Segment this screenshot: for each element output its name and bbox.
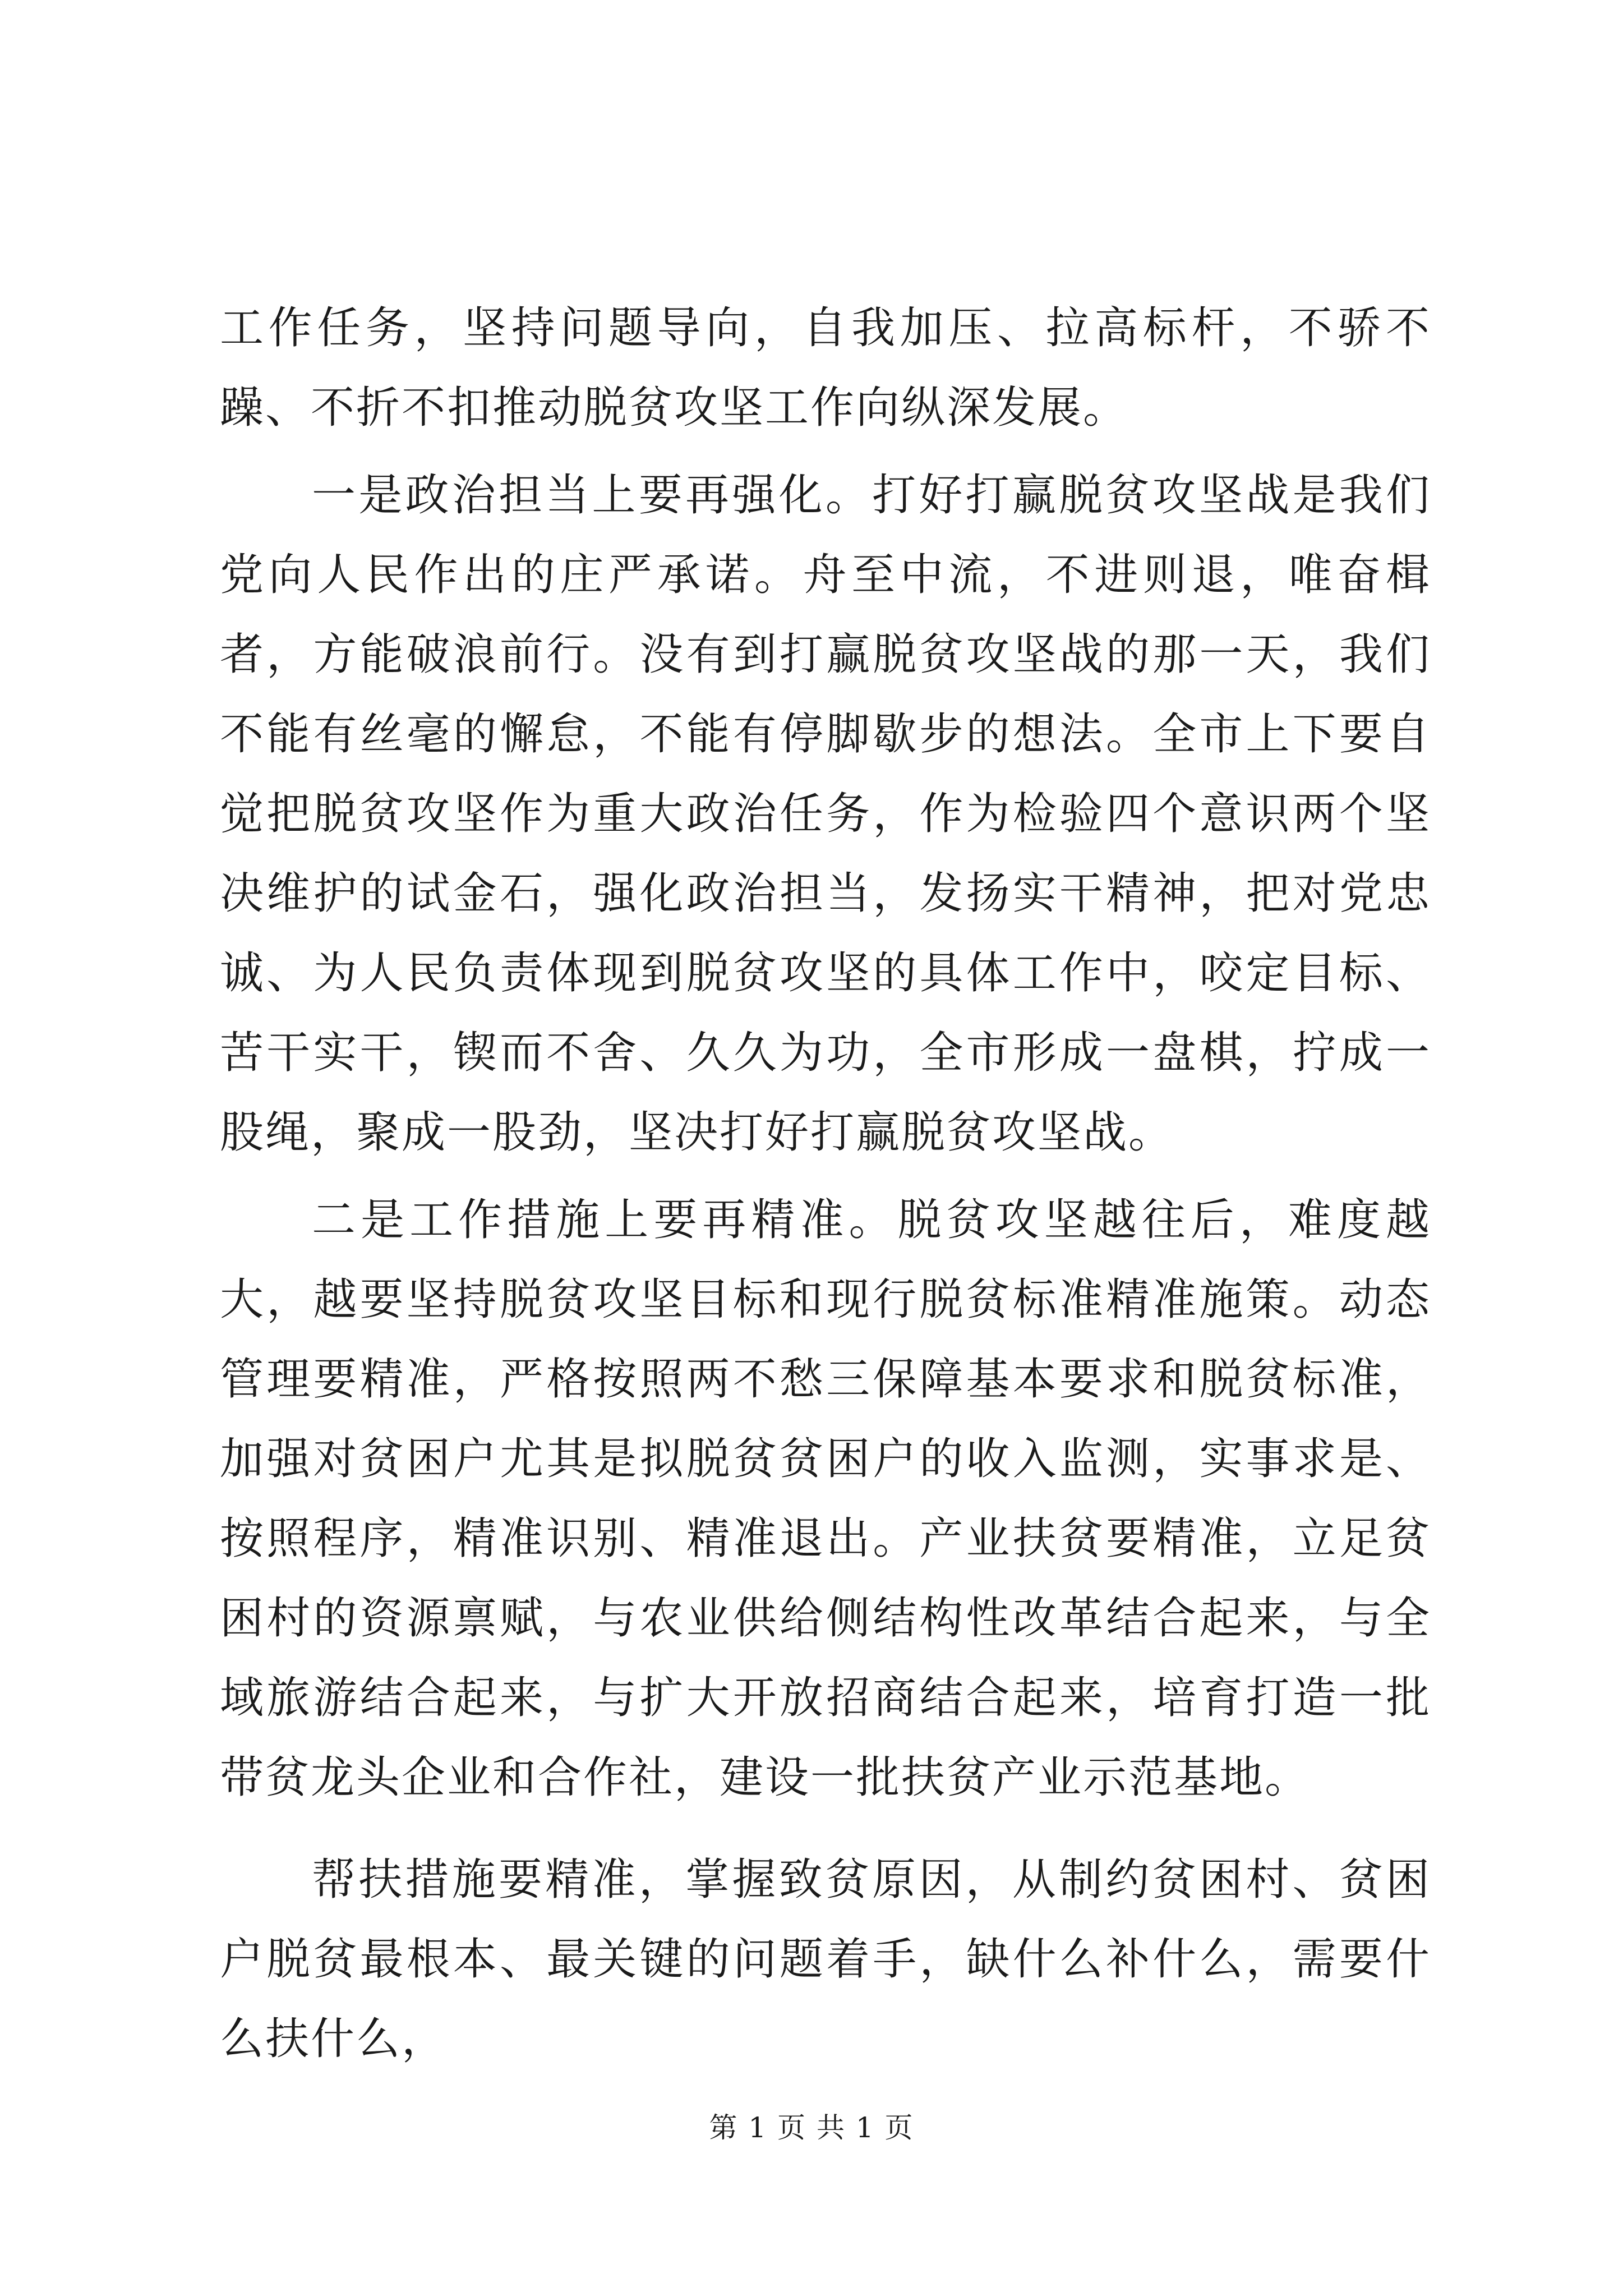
paragraph-continuation: 工作任务，坚持问题导向，自我加压、拉高标杆，不骄不躁、不折不扣推动脱贫攻坚工作向纵深发展。 [220,303,1431,433]
page-footer: 第 1 页 共 1 页 [709,2111,914,2144]
paragraph-political-responsibility: 一是政治担当上要再强化。打好打赢脱贫攻坚战是我们党向人民作出的庄严承诺。舟至中流，不进则退，唯奋楫者，方能破浪前行。没有到打赢脱贫攻坚战的那一天，我们不能有丝毫的懈怠，不能有停脚歇步的想法。全市上下要自觉把脱贫攻坚作为重大政治任务，作为检验四个意识两个坚决维护的试金石，强化政治担当，发扬实干精神，把对党忠诚、为人民负责体现到脱贫攻坚的具体工作中，咬定目标、苦干实干，锲而不舍、久久为功，全市形成一盘棋，拧成一股绳，聚成一股劲，坚决打好打赢脱贫攻坚战。 [220,470,1431,1158]
paragraph-precise-measures: 二是工作措施上要再精准。脱贫攻坚越往后，难度越大，越要坚持脱贫攻坚目标和现行脱贫标准精准施策。动态管理要精准，严格按照两不愁三保障基本要求和脱贫标准，加强对贫困户尤其是拟脱贫贫困户的收入监测，实事求是、按照程序，精准识别、精准退出。产业扶贫要精准，立足贫困村的资源禀赋，与农业供给侧结构性改革结合起来，与全域旅游结合起来，与扩大开放招商结合起来，培育打造一批带贫龙头企业和合作社，建设一批扶贫产业示范基地。 [220,1195,1431,1803]
document-body [220,288,1431,2079]
paragraph-assistance-measures: 帮扶措施要精准，掌握致贫原因，从制约贫困村、贫困户脱贫最根本、最关键的问题着手，缺什么补什么，需要什么扶什么， [220,1855,1431,2064]
